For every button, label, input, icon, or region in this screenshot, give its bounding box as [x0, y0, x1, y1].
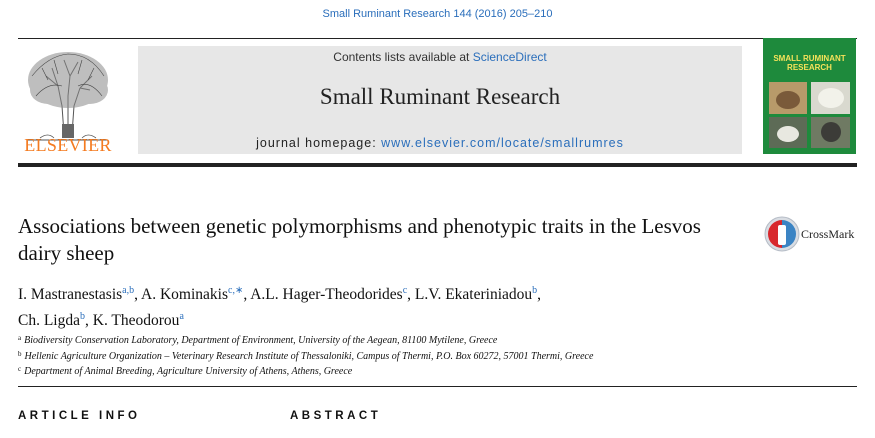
affiliation-item	[18, 332, 838, 348]
author-affiliation-marks[interactable]: a	[179, 311, 184, 322]
author-name[interactable]: I. Mastranestasis	[18, 286, 123, 303]
affiliation-item	[18, 348, 838, 364]
crossmark-label[interactable]: CrossMark	[801, 227, 855, 241]
journal-title: Small Ruminant Research	[319, 84, 561, 109]
contents-prefix: Contents lists available at	[333, 50, 473, 64]
author-affiliation-marks[interactable]: b	[532, 285, 538, 296]
author-separator: ,	[85, 312, 93, 329]
affiliation-list	[18, 332, 838, 379]
affiliation-text: Hellenic Agriculture Organization – Veterinary Research Institute of Thessaloniki, Campus of Thermi, P.O. Box 60272, 57001 Thermi, Greece	[24, 350, 594, 362]
journal-citation[interactable]: Small Ruminant Research 144 (2016) 205–210	[322, 8, 553, 20]
author-affiliation-marks[interactable]: c	[402, 285, 408, 296]
cover-animal-photos	[769, 82, 850, 148]
author-name[interactable]: Ch. Ligda	[18, 312, 80, 329]
author-separator: ,	[407, 286, 415, 303]
sciencedirect-link[interactable]: ScienceDirect	[472, 50, 547, 64]
homepage-prefix: journal homepage:	[256, 136, 382, 150]
author-affiliation-marks[interactable]: a,b	[122, 285, 135, 296]
article-info-heading: ARTICLE INFO	[18, 410, 141, 422]
journal-banner	[138, 46, 742, 154]
abstract-heading: ABSTRACT	[290, 410, 382, 422]
affiliation-mark: a	[18, 334, 22, 342]
homepage-line	[138, 136, 742, 150]
journal-cover[interactable]	[763, 38, 856, 154]
author-separator: ,	[243, 286, 251, 303]
affiliation-text: Biodiversity Conservation Laboratory, Department of Environment, University of the Aegean, 81100 Mytilene, Greece	[24, 335, 498, 346]
author-separator: ,	[134, 286, 142, 303]
author-name[interactable]: A.L. Hager-Theodorides	[250, 286, 403, 303]
affiliation-mark: c	[18, 365, 22, 373]
author-name[interactable]: L.V. Ekateriniadou	[414, 286, 533, 303]
header-rule	[18, 38, 857, 39]
author-separator: ,	[537, 286, 542, 303]
crossmark-icon	[764, 216, 800, 252]
author-name[interactable]: A. Kominakis	[141, 286, 228, 303]
section-rule	[18, 386, 857, 387]
cover-title: SMALL RUMINANT RESEARCH	[773, 54, 846, 72]
author-name[interactable]: K. Theodorou	[92, 312, 180, 329]
contents-line	[138, 50, 742, 64]
homepage-link[interactable]: www.elsevier.com/locate/smallrumres	[381, 136, 624, 150]
affiliation-text: Department of Animal Breeding, Agriculture University of Athens, Athens, Greece	[24, 366, 353, 377]
header-rule-thick	[18, 163, 857, 167]
affiliation-mark: b	[18, 349, 22, 358]
author-affiliation-marks[interactable]: c,∗	[228, 285, 244, 296]
author-list	[18, 280, 758, 332]
article-title: Associations between genetic polymorphisms and phenotypic traits in the Lesvos dairy sheep	[18, 214, 701, 265]
publisher-name: ELSEVIER	[24, 135, 112, 155]
affiliation-item	[18, 363, 838, 379]
author-affiliation-marks[interactable]: b	[80, 311, 85, 322]
